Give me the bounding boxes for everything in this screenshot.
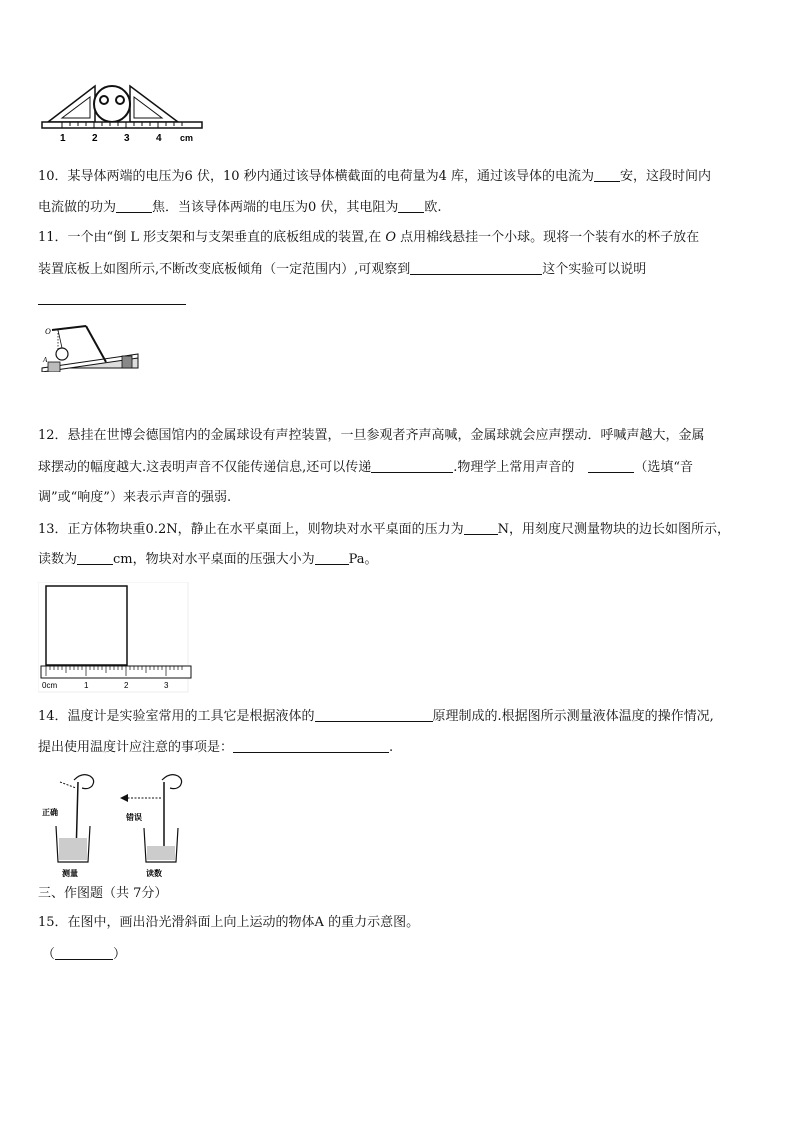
pendulum-label-o: O xyxy=(45,327,51,336)
q10-current-blank[interactable] xyxy=(594,168,620,182)
ruler-coin-figure xyxy=(40,84,230,146)
q10-line1 xyxy=(38,168,711,185)
q13-text-c: 读数为 xyxy=(38,552,78,567)
q13-pressure-blank[interactable] xyxy=(315,551,349,565)
cube-ruler-tick-3: 3 xyxy=(164,681,169,690)
q13-line2 xyxy=(38,551,378,568)
thermo-label-wrong: 错误 xyxy=(126,813,142,822)
q13-line1 xyxy=(38,521,730,538)
q10-text-a: 10．某导体两端的电压为6 伏，10 秒内通过该导体横截面的电荷量为4 库，通过该导体的电流为 xyxy=(38,169,595,184)
q11-text-d: 这个实验可以说明 xyxy=(542,262,647,277)
q13-length-blank[interactable] xyxy=(77,551,113,565)
thermo-label-read: 读数 xyxy=(146,869,162,878)
ruler-coin-drawing xyxy=(40,84,230,146)
q12-text-d: （选填“音 xyxy=(634,460,694,475)
q11-point-o: O xyxy=(385,230,397,245)
q14-text-d: . xyxy=(389,740,394,755)
cube-ruler-figure xyxy=(38,582,194,694)
q12-text-a: 12．悬挂在世博会德国馆内的金属球设有声控装置，一旦参观者齐声高喊，金属球就会应声摆动．呼喊声越大，金属 xyxy=(38,428,705,443)
q11-line2 xyxy=(38,261,646,278)
q11-explain-blank[interactable] xyxy=(38,291,186,305)
q10-line2 xyxy=(38,199,442,216)
section-3-text: 三、作图题（共 7分） xyxy=(38,886,168,901)
q15-text: 15．在图中，画出沿光滑斜面上向上运动的物体A 的重力示意图。 xyxy=(38,915,420,930)
q13-force-blank[interactable] xyxy=(464,521,498,535)
q14-text-c: 提出使用温度计应注意的事项是： xyxy=(38,740,234,755)
q10-work-blank[interactable] xyxy=(116,199,152,213)
q15-paren-close: ） xyxy=(113,947,127,962)
q14-principle-blank[interactable] xyxy=(315,708,433,722)
q15-answer-blank[interactable] xyxy=(55,946,113,960)
q13-text-b: N，用刻度尺测量物块的边长如图所示， xyxy=(497,522,730,537)
q13-text-d: cm，物块对水平桌面的压强大小为 xyxy=(113,552,315,567)
q14-line2 xyxy=(38,739,393,756)
thermometer-figure xyxy=(40,768,200,880)
q14-line1 xyxy=(38,708,714,725)
q14-notice-blank[interactable] xyxy=(233,739,389,753)
ruler-tick-2: 2 xyxy=(92,133,98,144)
q10-text-d: 焦．当该导体两端的电压为0 伏，其电阻为 xyxy=(152,200,399,215)
pendulum-label-a: A xyxy=(43,356,48,364)
pendulum-drawing xyxy=(38,322,144,372)
q15-answer xyxy=(42,946,126,963)
ruler-tick-4: 4 xyxy=(156,133,162,144)
cube-ruler-tick-0: 0cm xyxy=(42,681,58,690)
q12-text-b: 球摆动的幅度越大.这表明声音不仅能传递信息,还可以传递 xyxy=(38,460,372,475)
cube-ruler-tick-2: 2 xyxy=(124,681,129,690)
q12-text-c: .物理学上常用声音的 xyxy=(453,460,575,475)
ruler-tick-1: 1 xyxy=(60,133,66,144)
q12-energy-blank[interactable] xyxy=(371,459,453,473)
q11-text-a: 11．一个由“倒 L 形支架和与支架垂直的底板组成的装置,在 xyxy=(38,230,382,245)
q12-loudness-blank[interactable] xyxy=(588,459,634,473)
q12-line1 xyxy=(38,428,705,444)
q15-line1 xyxy=(38,915,419,931)
q15-paren-open: （ xyxy=(42,947,56,962)
section-3-title xyxy=(38,886,167,902)
pendulum-figure xyxy=(38,322,144,372)
q13-text-a: 13．正方体物块重0.2N，静止在水平桌面上，则物块对水平桌面的压力为 xyxy=(38,522,464,537)
q12-text-e: 调”或“响度”）来表示声音的强弱. xyxy=(38,490,232,505)
cube-ruler-drawing xyxy=(38,582,194,694)
q14-text-a: 14．温度计是实验室常用的工具它是根据液体的 xyxy=(38,709,315,724)
q11-text-b: 点用棉线悬挂一个小球。现将一个装有水的杯子放在 xyxy=(400,230,700,245)
q11-observe-blank[interactable] xyxy=(410,261,542,275)
cube-ruler-tick-1: 1 xyxy=(84,681,89,690)
q13-text-e: Pa。 xyxy=(348,552,378,567)
q11-line3 xyxy=(38,291,186,308)
q10-text-b: 安，这段时间内 xyxy=(620,169,712,184)
q10-text-e: 欧. xyxy=(424,200,442,215)
q14-text-b: 原理制成的.根据图所示测量液体温度的操作情况, xyxy=(432,709,714,724)
q11-line1 xyxy=(38,230,699,246)
q12-line3 xyxy=(38,490,231,506)
thermometer-drawing xyxy=(40,768,200,880)
ruler-tick-3: 3 xyxy=(124,133,130,144)
ruler-unit: cm xyxy=(180,133,194,143)
q12-line2 xyxy=(38,459,693,476)
q10-text-c: 电流做的功为 xyxy=(38,200,117,215)
thermo-label-correct: 正确 xyxy=(42,808,58,817)
q10-resistance-blank[interactable] xyxy=(398,199,424,213)
thermo-label-measure: 测量 xyxy=(62,869,78,878)
q11-text-c: 装置底板上如图所示,不断改变底板倾角（一定范围内）,可观察到 xyxy=(38,262,411,277)
